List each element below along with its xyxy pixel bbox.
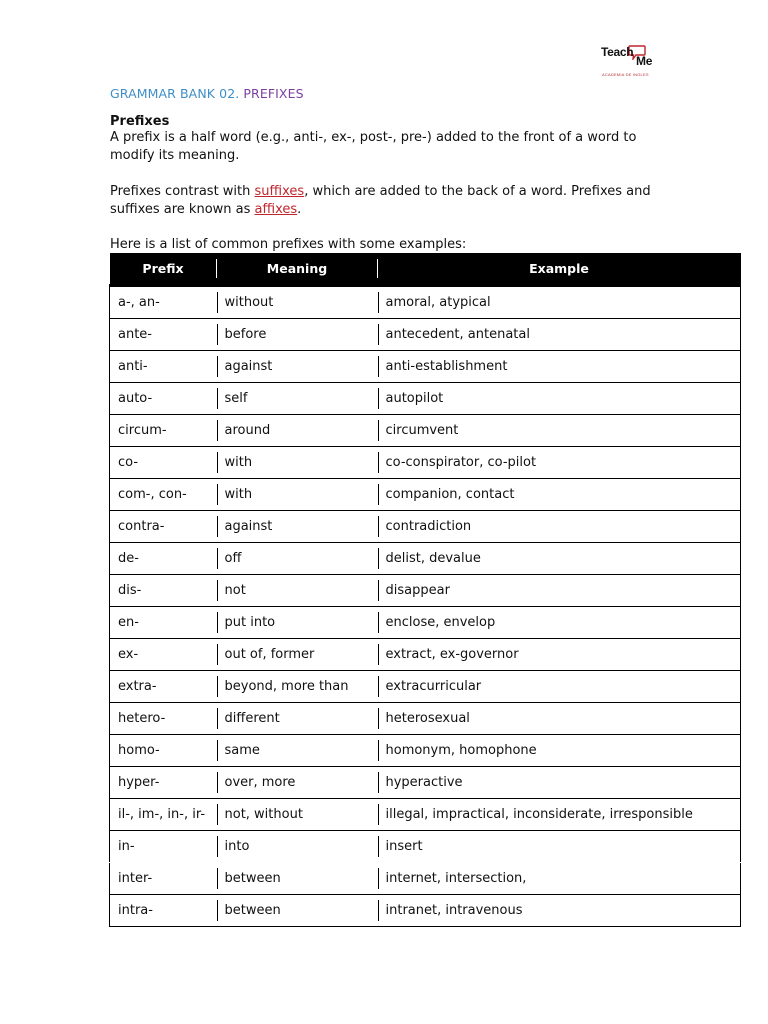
document-title — [110, 86, 304, 101]
cell-example-text: companion, contact — [385, 487, 515, 502]
table-row — [110, 575, 741, 607]
cell-meaning-text: with — [224, 487, 253, 502]
cell-prefix — [110, 671, 217, 703]
cell-meaning-text: over, more — [224, 775, 296, 790]
cell-prefix — [110, 863, 217, 895]
cell-meaning-text: off — [224, 551, 242, 566]
cell-example — [378, 575, 741, 607]
cell-meaning-text: between — [224, 871, 281, 886]
cell-example-text: extract, ex-governor — [385, 647, 519, 662]
cell-meaning — [217, 511, 378, 543]
cell-example-text: anti-establishment — [385, 359, 508, 374]
cell-example-text: insert — [385, 839, 423, 854]
table-row — [110, 607, 741, 639]
cell-prefix-text: extra- — [118, 679, 157, 694]
table-row — [110, 543, 741, 575]
cell-meaning — [217, 447, 378, 479]
cell-prefix-text: hyper- — [118, 775, 160, 790]
paragraph-prefix-definition: A prefix is a half word (e.g., anti-, ex-, post-, pre-) added to the front of a word to modify its meaning. — [110, 130, 637, 163]
paragraph-text: . — [297, 202, 302, 217]
cell-example-text: disappear — [385, 583, 450, 598]
cell-prefix — [110, 895, 217, 927]
cell-meaning-text: put into — [224, 615, 276, 630]
cell-meaning — [217, 767, 378, 799]
cell-prefix-text: com-, con- — [118, 487, 187, 502]
suffixes-link[interactable]: suffixes — [254, 184, 305, 199]
cell-prefix-text: dis- — [118, 583, 142, 598]
cell-example — [378, 703, 741, 735]
cell-prefix-text: hetero- — [118, 711, 166, 726]
cell-prefix — [110, 831, 217, 863]
cell-prefix — [110, 383, 217, 415]
cell-prefix — [110, 543, 217, 575]
cell-example — [378, 511, 741, 543]
cell-example — [378, 286, 741, 319]
cell-example — [378, 415, 741, 447]
cell-prefix — [110, 351, 217, 383]
cell-example — [378, 639, 741, 671]
header-example — [378, 253, 741, 286]
table-row — [110, 703, 741, 735]
cell-example — [378, 831, 741, 863]
cell-meaning-text: not — [224, 583, 246, 598]
header-prefix — [110, 253, 217, 286]
cell-prefix-text: ex- — [118, 647, 139, 662]
affixes-link[interactable]: affixes — [254, 202, 298, 217]
logo-word-me: Me — [636, 54, 653, 68]
cell-meaning-text: with — [224, 455, 253, 470]
table-row — [110, 895, 741, 927]
cell-prefix-text: inter- — [118, 871, 153, 886]
cell-meaning — [217, 479, 378, 511]
paragraph-text: Prefixes contrast with — [110, 184, 255, 199]
cell-meaning-text: same — [224, 743, 260, 758]
cell-example-text: heterosexual — [385, 711, 470, 726]
table-row — [110, 831, 741, 863]
cell-prefix-text: a-, an- — [118, 295, 160, 310]
table-row — [110, 351, 741, 383]
cell-prefix — [110, 319, 217, 351]
cell-meaning — [217, 799, 378, 831]
table-header-row — [110, 253, 741, 286]
cell-meaning — [217, 351, 378, 383]
table-row — [110, 383, 741, 415]
prefix-table — [109, 253, 741, 927]
table-row — [110, 511, 741, 543]
cell-example — [378, 351, 741, 383]
header-meaning — [217, 253, 378, 286]
cell-example-text: illegal, impractical, inconsiderate, irresponsible — [385, 807, 693, 822]
cell-meaning — [217, 735, 378, 767]
cell-prefix — [110, 639, 217, 671]
logo-word-teach: Teach — [601, 45, 634, 59]
cell-prefix-text: intra- — [118, 903, 153, 918]
cell-prefix-text: homo- — [118, 743, 160, 758]
table-row — [110, 415, 741, 447]
cell-meaning — [217, 671, 378, 703]
cell-example-text: internet, intersection, — [385, 871, 527, 886]
cell-example-text: hyperactive — [385, 775, 463, 790]
cell-meaning — [217, 703, 378, 735]
cell-prefix-text: circum- — [118, 423, 167, 438]
cell-example-text: antecedent, antenatal — [385, 327, 530, 342]
teach-me-logo — [598, 42, 664, 82]
cell-example-text: homonym, homophone — [385, 743, 537, 758]
cell-meaning-text: between — [224, 903, 281, 918]
cell-prefix-text: contra- — [118, 519, 165, 534]
cell-meaning-text: around — [224, 423, 271, 438]
cell-example — [378, 671, 741, 703]
cell-meaning — [217, 575, 378, 607]
cell-meaning-text: self — [224, 391, 248, 406]
cell-example — [378, 543, 741, 575]
paragraph-table-intro: Here is a list of common prefixes with some examples: — [110, 237, 467, 252]
cell-prefix-text: co- — [118, 455, 139, 470]
cell-meaning — [217, 607, 378, 639]
cell-example-text: intranet, intravenous — [385, 903, 523, 918]
table-row — [110, 286, 741, 319]
cell-meaning — [217, 286, 378, 319]
cell-meaning-text: against — [224, 519, 273, 534]
cell-meaning-text: into — [224, 839, 250, 854]
header-prefix-label: Prefix — [142, 261, 184, 276]
cell-example — [378, 799, 741, 831]
cell-prefix — [110, 286, 217, 319]
cell-prefix-text: ante- — [118, 327, 152, 342]
paragraph-suffix-contrast — [110, 183, 670, 219]
cell-meaning-text: against — [224, 359, 273, 374]
cell-example — [378, 447, 741, 479]
table-row — [110, 863, 741, 895]
cell-example — [378, 479, 741, 511]
cell-prefix — [110, 607, 217, 639]
title-accent: PREFIXES — [243, 86, 304, 101]
table-row — [110, 735, 741, 767]
table-row — [110, 767, 741, 799]
cell-prefix — [110, 575, 217, 607]
table-row — [110, 799, 741, 831]
cell-example-text: co-conspirator, co-pilot — [385, 455, 537, 470]
cell-example-text: amoral, atypical — [385, 295, 491, 310]
cell-meaning-text: before — [224, 327, 267, 342]
cell-prefix-text: il-, im-, in-, ir- — [118, 807, 206, 822]
cell-prefix — [110, 511, 217, 543]
paragraph-text: , which are added to the back of a word. Prefixes and suffixes are known as — [110, 184, 651, 217]
cell-meaning — [217, 863, 378, 895]
cell-meaning-text: out of, former — [224, 647, 315, 662]
cell-example-text: enclose, envelop — [385, 615, 496, 630]
cell-prefix — [110, 447, 217, 479]
cell-meaning-text: beyond, more than — [224, 679, 349, 694]
cell-meaning-text: not, without — [224, 807, 303, 822]
cell-prefix — [110, 415, 217, 447]
cell-meaning — [217, 895, 378, 927]
cell-prefix-text: en- — [118, 615, 139, 630]
table-row — [110, 639, 741, 671]
cell-meaning-text: different — [224, 711, 280, 726]
table-row — [110, 671, 741, 703]
logo-tagline: ACADEMIA DE INGLES — [602, 72, 649, 77]
cell-example-text: extracurricular — [385, 679, 482, 694]
cell-example-text: delist, devalue — [385, 551, 481, 566]
cell-meaning — [217, 383, 378, 415]
cell-example — [378, 607, 741, 639]
cell-prefix-text: in- — [118, 839, 135, 854]
cell-example-text: autopilot — [385, 391, 444, 406]
cell-prefix-text: anti- — [118, 359, 148, 374]
cell-prefix-text: de- — [118, 551, 139, 566]
table-row — [110, 479, 741, 511]
cell-example — [378, 319, 741, 351]
cell-example-text: contradiction — [385, 519, 472, 534]
cell-prefix — [110, 767, 217, 799]
section-heading: Prefixes — [110, 114, 170, 129]
cell-prefix — [110, 703, 217, 735]
cell-example — [378, 863, 741, 895]
cell-meaning — [217, 415, 378, 447]
table-row — [110, 319, 741, 351]
cell-prefix-text: auto- — [118, 391, 153, 406]
header-example-label: Example — [529, 261, 589, 276]
cell-example — [378, 735, 741, 767]
header-meaning-label: Meaning — [266, 261, 328, 276]
cell-meaning — [217, 639, 378, 671]
title-main: GRAMMAR BANK 02. — [110, 86, 244, 101]
cell-meaning-text: without — [224, 295, 274, 310]
cell-prefix — [110, 735, 217, 767]
cell-meaning — [217, 319, 378, 351]
table-row — [110, 447, 741, 479]
cell-example — [378, 767, 741, 799]
cell-prefix — [110, 479, 217, 511]
cell-prefix — [110, 799, 217, 831]
cell-meaning — [217, 543, 378, 575]
cell-example-text: circumvent — [385, 423, 459, 438]
cell-meaning — [217, 831, 378, 863]
cell-example — [378, 895, 741, 927]
cell-example — [378, 383, 741, 415]
